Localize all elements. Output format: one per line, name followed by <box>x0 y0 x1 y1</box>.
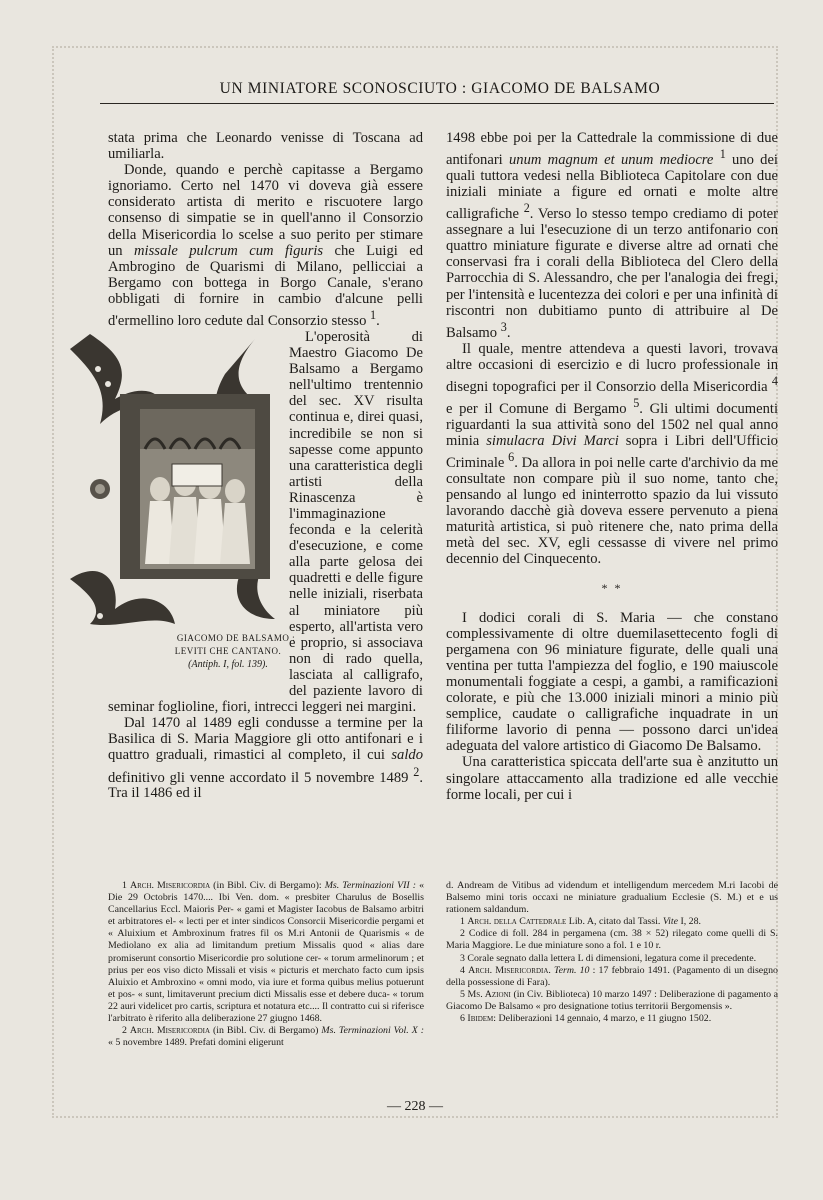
paragraph: Donde, quando e perchè capitasse a Bergamo ignoriamo. Certo nel 1470 vi doveva già essere considerato artista di merito e riscuotere largo consenso di simpatie se in quell'anno il Consorzio della Misericordia lo scelse a suo perito per stimare un missale pulcrum cum figuris che Luigi ed Ambrogino de Quarismi di Milano, pellicciai a Bergamo con bottega in Borgo Canale, s'erano obbligati di fornire in cambio d'alcune pelli d'ermellino loro cedute dal Consorzio stesso $^1$. <box>108 162 423 329</box>
footnote: 6 Ibidem: Deliberazioni 14 gennaio, 4 marzo, e 11 giugno 1502. <box>460 1013 712 1025</box>
paragraph: Una caratteristica spiccata dell'arte sua è anzitutto un singolare attaccamento alla tradizione ed alle vecchie forme locali, per cui i <box>446 754 778 803</box>
footnote: 3 Corale segnato dalla lettera L di dimensioni, legatura come il precedente. <box>460 952 757 964</box>
footnote-ref: 5 <box>633 395 640 410</box>
illuminated-initial-figure <box>60 329 296 684</box>
footnote-ref: 6 <box>508 449 515 464</box>
footnote-ref: 3 <box>500 319 507 334</box>
footnote-ref: 1 <box>719 147 726 162</box>
footnote-ref: 4 <box>771 373 778 388</box>
footnote-ref: 2 <box>523 201 530 216</box>
paragraph: stata prima che Leonardo venisse di Toscana ad umiliarla. <box>108 130 423 163</box>
body-column-left <box>108 130 423 802</box>
figure-caption: GIACOMO DE BALSAMO : LEVITI CHE CANTANO. (Antiph. I, fol. 139). <box>174 632 296 670</box>
body-column-right <box>446 130 778 803</box>
footnote: 2 Arch. Misericordia (in Bibl. Civ. di Bergamo) Ms. Terminazioni Vol. X : « 5 novembre 1489. Prefati domini eligerunt <box>108 1025 425 1049</box>
paragraph: 1498 ebbe poi per la Cattedrale la commissione di due antifonari unum magnum et unum mediocre $^1$ uno dei quali tuttora vedesi nella Biblioteca Capitolare con due iniziali miniate a figure ed ornati e molte altre calligrafiche $^2$. Verso lo stesso tempo crediamo di poter assegnare a lui l'esecuzione di un terzo antifonario con quattro miniature figurate e diverse altre ad ornati che conservasi fra i corali della Biblioteca del Clero della Parrocchia di S. Alessandro, che per l'analogia dei fregi, per l'intensità e lucentezza dei colori e per una infinità di riscontri non dubitiamo punto di attribuire al De Balsamo $^3$. <box>446 130 779 341</box>
running-header: UN MINIATORE SCONOSCIUTO : GIACOMO DE BALSAMO <box>219 80 661 97</box>
footnote: 1 Arch. Misericordia (in Bibl. Civ. di Bergamo): Ms. Terminazioni VII : « Die 29 Octobris 1470.... Ibi Ven. dom. « presbiter Charulus de Bosellis Cancellarius Eccl. Maioris Per- « gami et Magister Iacobus de Balsamo arbitri et arbitratores el- « lecti per et inter sindicos Consorcii Misericordie pergami et « Aluixium et Ambroxinum fratres fil os M.ri Antonii de Quarismis « de Mediolano ex alia ad limitandum pretium Missalis quod « alias dare promiserunt consortio Misericordie pro solutione cer- « torum armelinorum ; et prius per eos viso dicto Missali et visis « picturis et merchato facto cum ipsis Aluixio et Ambroxino « omni modo, via iure et forma quibus melius potuerunt et pos- « sunt, limitaverunt precium dicti Missalis esse et debere duca- « torum 22 auri videlicet pro cartis, scriptura et notatura etc.... Il contratto cui si riferisce l'arbitrato è riferito alla deliberazione 27 giugno 1468. <box>108 880 425 1025</box>
header-rule <box>100 103 774 104</box>
footnote: 1 Arch. della Cattedrale Lib. A, citato dal Tassi. Vite I, 28. <box>460 916 702 928</box>
footnotes-right <box>446 880 778 1025</box>
footnote: 5 Ms. Azioni (in Civ. Biblioteca) 10 marzo 1497 : Deliberazione di pagamento a Giacomo De Balsamo « pro designatione totius territorii Bergomensis ». <box>446 988 779 1012</box>
footnote: 4 Arch. Misericordia. Term. 10 : 17 febbraio 1491. (Pagamento di un disegno della possessione di Fara). <box>446 964 778 988</box>
footnote-ref: 1 <box>370 308 377 323</box>
page-number: — 228 — <box>387 1099 443 1114</box>
paragraph: Il quale, mentre attendeva a questi lavori, trovava altre occasioni di esercizio e di lucro professionale in disegni topografici per il Consorzio della Misericordia $^4$ e per il Comune di Bergamo $^5$. Gli ultimi documenti riguardanti la sua attività sono del 1502 nel qual anno minia simulacra Divi Marci sopra i Libri dell'Ufficio Criminale $^6$. Da allora in poi nelle carte d'archivio da me consultate non compare più il suo nome, tanto che, pensando al lungo ed ininterrotto spazio da lui vissuto lavorando dacchè già doveva essere pervenuto a piena maturità artistica, si può ritenere che, nato prima della metà del sec. XV, egli cessasse di vivere nel primo decennio del Cinquecento. <box>446 340 778 568</box>
footnote: 2 Codice di foll. 284 in pergamena (cm. 38 × 52) rilegato come quelli di S. Maria Maggiore. Le due miniature sono a fol. 1 e 10 r. <box>446 928 778 952</box>
footnote-ref: 2 <box>413 764 420 779</box>
paragraph: GIACOMO DE BALSAMO : LEVITI CHE CANTANO. (Antiph. I, fol. 139). L'operosità di Maestro Giacomo De Balsamo a Bergamo nell'ultimo trentennio del sec. XV risulta continua e, direi quasi, incredibile se non si sapesse come appunto una caratteristica degli artisti della Rinascenza è l'immaginazione feconda e la celerità d'esecuzione, e come alla parte gelosa dei quadretti e delle figure nelle iniziali, riserbata al miniatore più esperto, all'artista vero e proprio, si associava non di rado quella, lasciata al calligrafo, del paziente lavoro di seminar foglioline, fiori, intrecci leggeri nei margini. <box>108 329 423 715</box>
paragraph: I dodici corali di S. Maria — che constano complessivamente di oltre duemilasettecento fogli di pergamena con 96 miniature figurate, delle quali una ventina per tutta l'ampiezza del foglio, e 190 maiuscole monumentali foggiate a cespi, a gambi, a ramificazioni colorate, e più che 13.000 iniziali minori a minio più semplice, caudate o calligrafiche inquadrate in un filiforme lavorio di penna — possono darci un'idea adeguata del valore artistico di Giacomo De Balsamo. <box>446 609 778 755</box>
miniature-illustration <box>60 329 285 629</box>
section-separator: * * <box>601 580 623 595</box>
paragraph: Dal 1470 al 1489 egli condusse a termine per la Basilica di S. Maria Maggiore gli otto antifonari e i quattro graduali, rimastici al completo, il cui saldo definitivo gli venne accordato il 5 novembre 1489 $^2$. Tra il 1486 ed il <box>108 715 423 802</box>
footnotes-left <box>108 880 424 1049</box>
footnote-continuation: d. Andream de Vitibus ad videndum et intelligendum mercedem M.ri Iacobi de Balsemo mini toris occaxi ne miniature gradualium Ecclesie (S. M.) et e us rationem saldandum. <box>446 880 778 916</box>
